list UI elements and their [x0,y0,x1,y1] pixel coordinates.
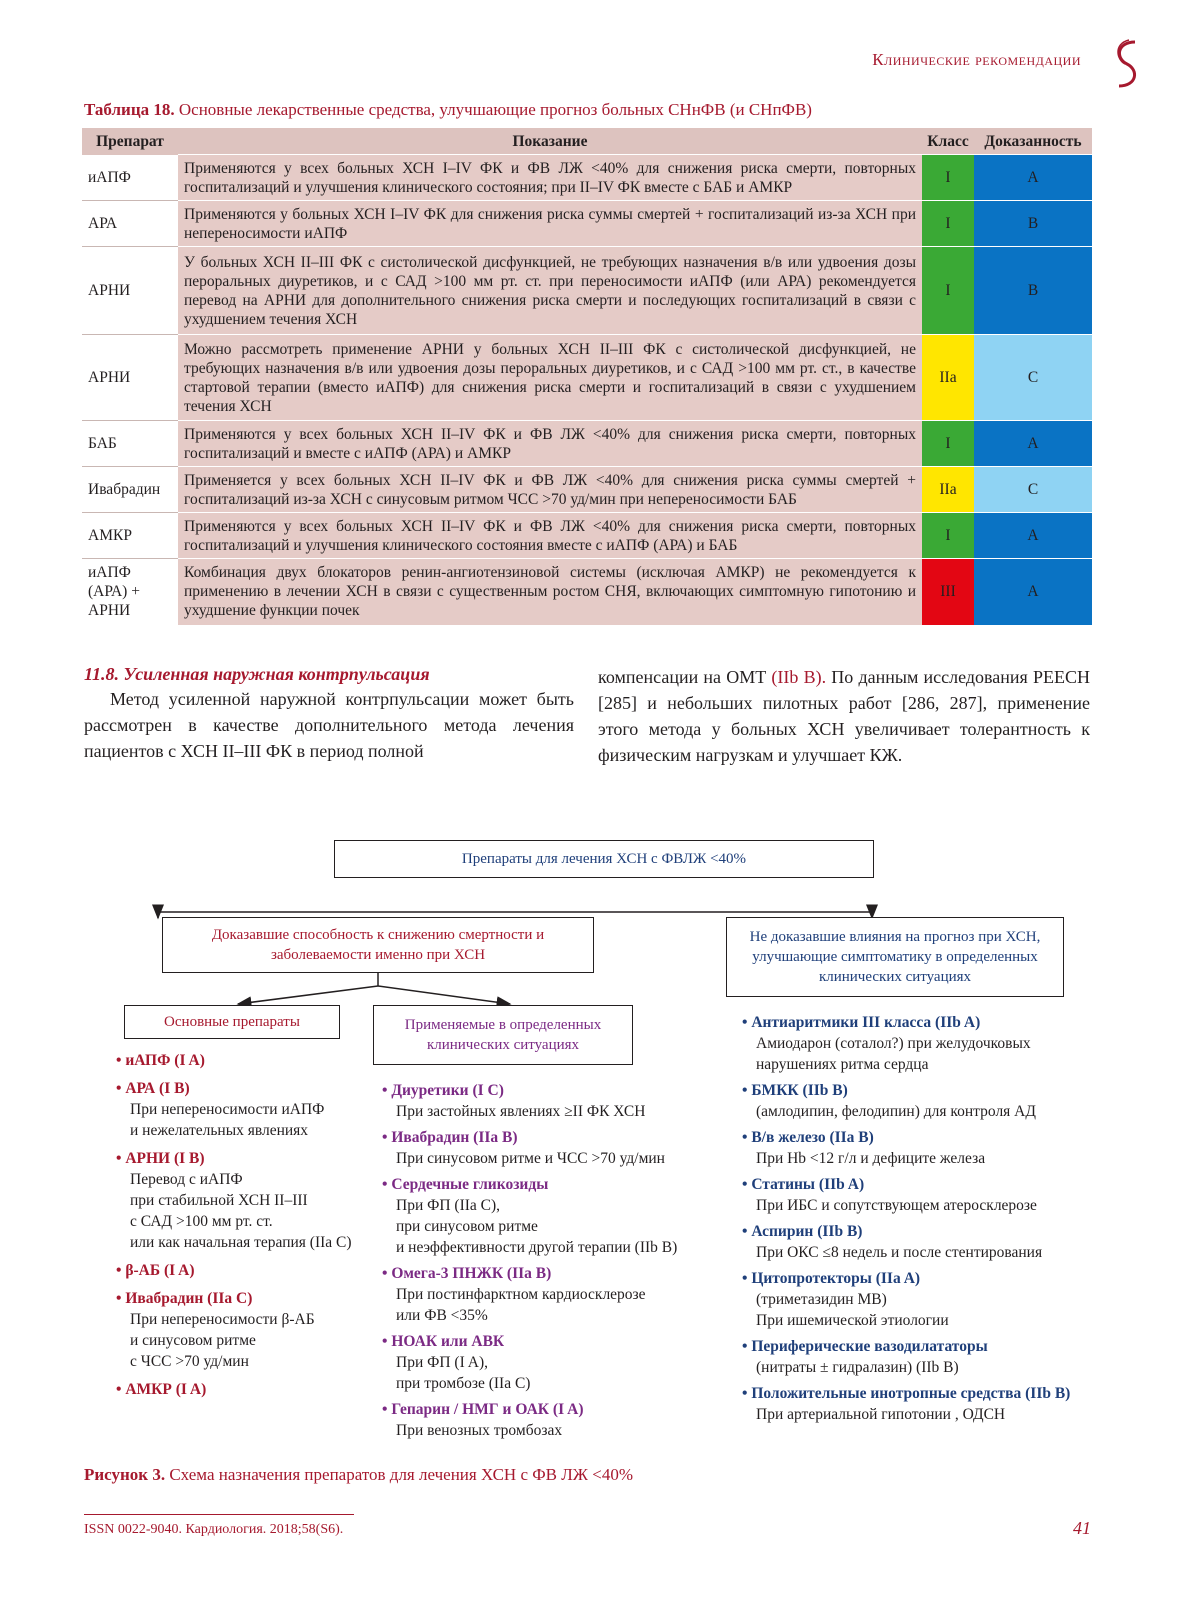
drug-list-item-desc: При ИБС и сопутствующем атеросклерозе [756,1197,1037,1214]
bullet-icon: • [382,1401,392,1418]
drug-list-item [742,1080,1082,1122]
page-number: 41 [1073,1518,1091,1538]
bullet-icon: • [742,1223,752,1240]
drug-list-item-title: Статины (IIb A) [751,1176,865,1193]
section-text-right-end: По данным исследования PEECH [285] и небольших пилотных работ [286, 287], применение этого метода у больных ХСН увеличивает толерантность к физическим нагрузкам и улучшает КЖ. [598,667,1091,765]
drug-list-item [382,1127,712,1169]
drug-list-item-title: АРА (I B) [125,1080,190,1097]
drug-list-item-desc: при тромбозе (IIa C) [396,1375,531,1392]
drug-list-item-desc: Амиодарон (соталол?) при желудочковых [756,1035,1031,1052]
class-cell: I [922,513,974,559]
drug-list-item [382,1331,712,1394]
drug-list-item-bullet [116,1148,376,1169]
drug-list-item-title: Омега-3 ПНЖК (IIa B) [391,1265,552,1282]
bullet-icon: • [116,1262,126,1279]
drug-list-item [382,1263,712,1326]
diagram-specific-label: Применяемые в определенных клинических ситуациях [404,1017,602,1053]
drug-list-item [116,1078,376,1141]
drug-list-item [382,1080,712,1122]
drug-list-item-title: Ивабрадин (IIa B) [391,1129,518,1146]
diagram-main-label: Основные препараты [164,1014,300,1030]
drug-list-item-bullet [742,1127,1082,1148]
drug-list-item-bullet [116,1260,376,1281]
section-text-right-start: компенсации на ОМТ [598,667,767,687]
class-cell: I [922,155,974,201]
bullet-icon: • [742,1176,752,1193]
drug-cell: Ивабрадин [82,467,178,513]
figure-caption-text: Схема назначения препаратов для лечения ХСН с ФВ ЛЖ <40% [169,1465,634,1484]
drug-list-item-desc: При синусовом ритме и ЧСС >70 уд/мин [396,1150,665,1167]
drug-list-item-title: Гепарин / НМГ и ОАК (I A) [391,1401,584,1418]
drug-list-item [742,1268,1082,1331]
indication-cell: Комбинация двух блокаторов ренин-ангиотензиновой системы (исключая АМКР) не рекомендуется к применению в лечении ХСН в связи с существенным ростом СНЯ, включающих симптомную гипотонию и ухудшение функции почек [178,559,922,625]
table-caption-label: Таблица 18. [84,100,175,119]
drug-list-item [742,1383,1082,1425]
indication-cell: Применяются у больных ХСН I–IV ФК для снижения риска суммы смертей + госпитализаций из-за ХСН при непереносимости иАПФ [178,201,922,247]
class-cell: I [922,421,974,467]
drug-cell: АМКР [82,513,178,559]
bullet-icon: • [742,1338,752,1355]
drug-list-item-bullet [742,1012,1082,1033]
drug-list-item-desc: При непереносимости β-АБ [130,1311,315,1328]
drug-list-item-title: Антиаритмики III класса (IIb A) [751,1014,981,1031]
drug-cell: АРНИ [82,335,178,421]
drug-list-item [116,1260,376,1281]
diagram-not-proven-box [726,917,1064,997]
drug-list-item [116,1148,376,1253]
drug-list-item [382,1174,712,1258]
drug-list-item-title: Аспирин (IIb B) [751,1223,863,1240]
drug-list-item-desc: При Hb <12 г/л и дефиците железа [756,1150,986,1167]
drug-list-item-bullet [116,1078,376,1099]
evidence-cell: C [974,467,1092,513]
bullet-icon: • [382,1176,392,1193]
drug-list-item-desc: при синусовом ритме [396,1218,538,1235]
drug-list-item-desc: с САД >100 мм рт. ст. [130,1213,273,1230]
drug-list-item [742,1127,1082,1169]
bullet-icon: • [742,1385,752,1402]
figure-caption [84,1465,633,1485]
evidence-cell: B [974,247,1092,335]
drug-list-item-desc: При постинфарктном кардиосклерозе [396,1286,646,1303]
drug-list-item-desc: и неэффективности другой терапии (IIb B) [396,1239,678,1256]
diagram-proven-label: Доказавшие способность к снижению смертности и заболеваемости именно при ХСН [211,927,545,963]
drug-list-item [116,1050,376,1071]
drug-list-item-desc: при стабильной ХСН II–III [130,1192,308,1209]
drug-list-item-bullet [382,1399,712,1420]
indication-cell: Можно рассмотреть применение АРНИ у больных ХСН II–III ФК с систолической дисфункцией, не требующих назначения в/в или удвоения дозы пероральных диуретиков, и с САД >100 мм рт. ст., в качестве стартовой терапии (вместо иАПФ) для снижения риска смерти и госпитализаций в связи с ухудшением течения ХСН [178,335,922,421]
drug-list-item-bullet [742,1080,1082,1101]
class-cell: I [922,247,974,335]
diagram-not-proven-label: Не доказавшие влияния на прогноз при ХСН, улучшающие симптоматику в определенных клинических ситуациях [749,929,1041,985]
col-header-indication: Показание [178,128,922,155]
drug-list-item-desc: Перевод с иАПФ [130,1171,243,1188]
table-caption-text: Основные лекарственные средства, улучшающие прогноз больных СНнФВ (и СНпФВ) [178,100,812,119]
drug-list-item-bullet [742,1174,1082,1195]
drug-list-item-desc: При ОКС ≤8 недель и после стентирования [756,1244,1043,1261]
indication-cell: У больных ХСН II–III ФК с систолической дисфункцией, не требующих назначения в/в или удвоения дозы пероральных диуретиков, и с САД >100 мм рт. ст. при переносимости иАПФ (или АРА) рекомендуется перевод на АРНИ для дополнительного снижения риска смерти и последующих госпитализаций в связи с ухудшением течения ХСН [178,247,922,335]
drug-list-item-title: Сердечные гликозиды [391,1176,549,1193]
figure-caption-label: Рисунок 3. [84,1465,166,1484]
drug-list-item-desc: (амлодипин, фелодипин) для контроля АД [756,1103,1036,1120]
bullet-icon: • [116,1150,126,1167]
class-cell: III [922,559,974,625]
drug-list-item-bullet [382,1174,712,1195]
drug-list-item [382,1399,712,1441]
evidence-cell: C [974,335,1092,421]
drug-list-item-bullet [382,1331,712,1352]
drug-list-item-desc: При ФП (I A), [396,1354,489,1371]
section-text-left: Метод усиленной наружной контрпульсации может быть рассмотрен в качестве дополнительного метода лечения пациентов с ХСН II–III ФК в период полной [84,689,574,761]
class-cell: I [922,201,974,247]
drug-list-item-desc: При ишемической этиологии [756,1312,949,1329]
drug-list-item-bullet [382,1127,712,1148]
bullet-icon: • [116,1381,126,1398]
drug-list-item-desc: или как начальная терапия (IIa C) [130,1234,352,1251]
evidence-cell: B [974,201,1092,247]
drug-list-item-title: АМКР (I A) [125,1381,207,1398]
drug-list-item-title: Ивабрадин (IIa C) [125,1290,253,1307]
drug-list-item-bullet [742,1268,1082,1289]
bullet-icon: • [742,1129,752,1146]
drug-list-item-bullet [116,1288,376,1309]
class-cell: IIa [922,335,974,421]
drug-list-item-title: Положительные инотропные средства (IIb B) [751,1385,1071,1402]
drug-list-item-title: Периферические вазодилататоры [751,1338,988,1355]
col-header-drug: Препарат [82,128,178,155]
bullet-icon: • [382,1265,392,1282]
bullet-icon: • [382,1082,392,1099]
journal-section-title: Клинические рекомендации [872,50,1081,69]
diagram-top-box [334,840,874,878]
drug-list-item-bullet [742,1336,1082,1357]
drug-list-item-bullet [742,1221,1082,1242]
drug-list-item-title: В/в железо (IIa B) [751,1129,874,1146]
class-cell: IIa [922,467,974,513]
drug-list-item-desc: нарушениях ритма сердца [756,1056,929,1073]
section-title: 11.8. Усиленная наружная контрпульсация [84,664,430,684]
col-header-evidence: Доказанность [974,128,1092,155]
drug-list-item-desc: При ФП (IIa C), [396,1197,501,1214]
diagram-proven-box [162,917,594,973]
drug-list-item-title: Диуретики (I C) [391,1082,504,1099]
drug-list-item-desc: (нитраты ± гидралазин) (IIb B) [756,1359,959,1376]
evidence-cell: A [974,421,1092,467]
indication-cell: Применяются у всех больных ХСН II–IV ФК и ФВ ЛЖ <40% для снижения риска смерти, повторных госпитализаций и вместе с иАПФ (АРА) и АМКР [178,421,922,467]
footer-journal: ISSN 0022-9040. Кардиология. 2018;58(S6). [84,1522,344,1537]
drug-list-item-title: Цитопротекторы (IIa A) [751,1270,921,1287]
indication-cell: Применяются у всех больных ХСН I–IV ФК и ФВ ЛЖ <40% для снижения риска смерти, повторных госпитализаций и улучшения клинического состояния; при II–IV ФК вместе с БАБ и АМКР [178,155,922,201]
bullet-icon: • [382,1129,392,1146]
drug-list-item-title: иАПФ (I A) [125,1052,205,1069]
evidence-cell: A [974,155,1092,201]
drug-list-item-desc: (триметазидин МВ) [756,1291,887,1308]
bullet-icon: • [742,1014,752,1031]
bullet-icon: • [742,1082,752,1099]
drug-list-item-title: НОАК или АВК [391,1333,505,1350]
evidence-cell: A [974,513,1092,559]
drug-list-item [116,1288,376,1372]
drug-cell: БАБ [82,421,178,467]
footer-divider [84,1514,354,1515]
drug-cell: АРНИ [82,247,178,335]
drug-list-item-desc: При непереносимости иАПФ [130,1101,325,1118]
specific-drugs-list [382,1080,712,1446]
drug-list-item-desc: При застойных явлениях ≥II ФК ХСН [396,1103,646,1120]
drug-list-item-title: БМКК (IIb B) [751,1082,848,1099]
main-drugs-list [116,1050,376,1407]
evidence-reference: (IIb B). [771,667,827,687]
bullet-icon: • [116,1290,126,1307]
drug-list-item-title: АРНИ (I B) [125,1150,205,1167]
drug-list-item-desc: При венозных тромбозах [396,1422,563,1439]
bullet-icon: • [742,1270,752,1287]
drug-list-item-desc: и синусовом ритме [130,1332,256,1349]
drug-list-item-title: β-АБ (I A) [125,1262,195,1279]
diagram-main-box [124,1005,340,1039]
drug-list-item-bullet [116,1050,376,1071]
bullet-icon: • [116,1052,126,1069]
drug-list-item [742,1336,1082,1378]
drug-list-item [116,1379,376,1400]
indication-cell: Применяются у всех больных ХСН II–IV ФК и ФВ ЛЖ <40% для снижения риска смерти, повторных госпитализаций и улучшения клинического состояния вместе с иАПФ (АРА) и БАБ [178,513,922,559]
drug-list-item-desc: При артериальной гипотонии , ОДСН [756,1406,1006,1423]
drug-list-item-bullet [742,1383,1082,1404]
drug-list-item [742,1221,1082,1263]
drug-list-item-desc: и нежелательных явлениях [130,1122,309,1139]
indication-cell: Применяется у всех больных ХСН II–IV ФК и ФВ ЛЖ <40% для снижения риска суммы смертей + госпитализаций из-за ХСН с синусовым ритмом ЧСС >70 уд/мин при непереносимости БАБ [178,467,922,513]
drug-list-item-bullet [116,1379,376,1400]
bullet-icon: • [382,1333,392,1350]
diagram-specific-box [373,1005,633,1065]
bullet-icon: • [116,1080,126,1097]
drug-list-item-bullet [382,1263,712,1284]
drug-list-item-desc: с ЧСС >70 уд/мин [130,1353,249,1370]
drug-cell: иАПФ [82,155,178,201]
drug-list-item-bullet [382,1080,712,1101]
other-drugs-list [742,1012,1082,1430]
drug-cell: АРА [82,201,178,247]
drug-list-item-desc: или ФВ <35% [396,1307,488,1324]
drug-list-item [742,1174,1082,1216]
col-header-class: Класс [922,128,974,155]
drug-list-item [742,1012,1082,1075]
diagram-top-label: Препараты для лечения ХСН с ФВЛЖ <40% [461,851,747,867]
evidence-cell: A [974,559,1092,625]
drug-cell: иАПФ (АРА) + АРНИ [82,559,178,625]
